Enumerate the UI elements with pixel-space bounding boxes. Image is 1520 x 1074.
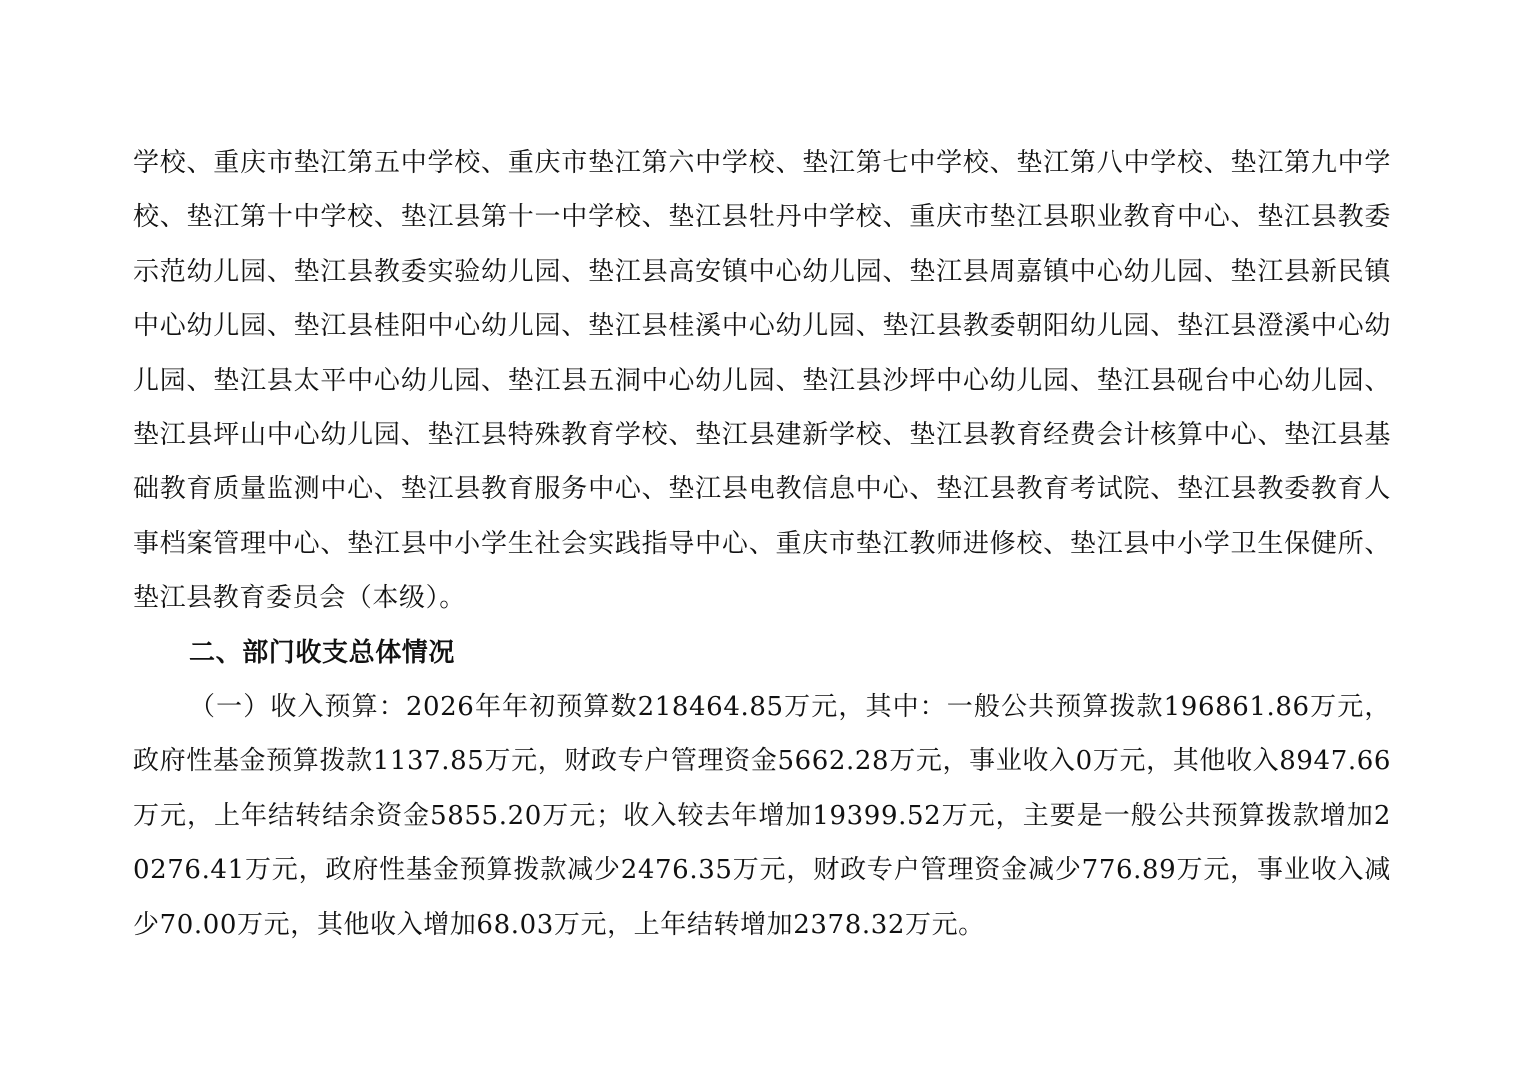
unit-list-paragraph: 学校、重庆市垫江第五中学校、重庆市垫江第六中学校、垫江第七中学校、垫江第八中学校、垫江第九中学校、垫江第十中学校、垫江县第十一中学校、垫江县牡丹中学校、重庆市垫江县职业教育中心、垫江县教委示范幼儿园、垫江县教委实验幼儿园、垫江县高安镇中心幼儿园、垫江县周嘉镇中心幼儿园、垫江县新民镇中心幼儿园、垫江县桂阳中心幼儿园、垫江县桂溪中心幼儿园、垫江县教委朝阳幼儿园、垫江县澄溪中心幼儿园、垫江县太平中心幼儿园、垫江县五洞中心幼儿园、垫江县沙坪中心幼儿园、垫江县砚台中心幼儿园、垫江县坪山中心幼儿园、垫江县特殊教育学校、垫江县建新学校、垫江县教育经费会计核算中心、垫江县基础教育质量监测中心、垫江县教育服务中心、垫江县电教信息中心、垫江县教育考试院、垫江县教委教育人事档案管理中心、垫江县中小学生社会实践指导中心、重庆市垫江教师进修校、垫江县中小学卫生保健所、垫江县教育委员会（本级）。 <box>133 148 1391 614</box>
section-heading: 二、部门收支总体情况 <box>189 637 456 668</box>
income-budget-paragraph: （一）收入预算：2026年年初预算数218464.85万元，其中：一般公共预算拨款196861.86万元，政府性基金预算拨款1137.85万元，财政专户管理资金5662.28万元，事业收入0万元，其他收入8947.66万元，上年结转结余资金5855.20万元；收入较去年增加19399.52万元，主要是一般公共预算拨款增加20276.41万元，政府性基金预算拨款减少2476.35万元，财政专户管理资金减少776.89万元，事业收入减少70.00万元，其他收入增加68.03万元，上年结转增加2378.32万元。 <box>133 692 1391 940</box>
document-body <box>133 136 1391 952</box>
